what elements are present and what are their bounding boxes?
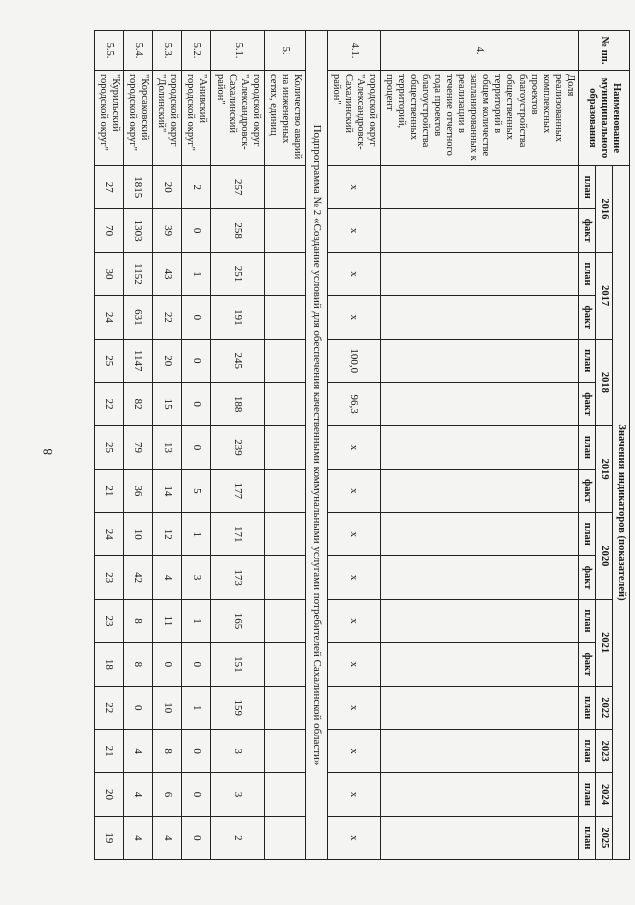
table-row: [380, 31, 578, 860]
value-cell: 1: [182, 686, 211, 729]
value-cell: [264, 296, 305, 339]
sub-fact: факт: [578, 469, 595, 512]
value-cell: [264, 166, 305, 209]
page-number: 8: [40, 448, 55, 455]
value-cell: [380, 773, 578, 816]
value-cell: 22: [94, 382, 123, 425]
value-cell: [264, 252, 305, 295]
value-cell: [264, 686, 305, 729]
value-cell: [380, 296, 578, 339]
table-body-top: [327, 31, 578, 860]
value-cell: 19: [94, 816, 123, 859]
sub-fact: факт: [578, 382, 595, 425]
table-row: [153, 31, 182, 860]
value-cell: 1147: [124, 339, 153, 382]
row-number: 5.5.: [94, 31, 123, 71]
value-cell: 4: [153, 816, 182, 859]
row-number: 4.1.: [327, 31, 380, 71]
value-cell: 251: [211, 252, 264, 295]
value-cell: 13: [153, 426, 182, 469]
value-cell: [264, 339, 305, 382]
value-cell: [264, 729, 305, 772]
value-cell: [380, 556, 578, 599]
value-cell: 23: [94, 556, 123, 599]
value-cell: [380, 513, 578, 556]
value-cell: 1: [182, 599, 211, 642]
value-cell: 18: [94, 643, 123, 686]
row-name: Количество аварий на инженерных сетях, единиц: [264, 71, 305, 166]
value-cell: х: [327, 643, 380, 686]
value-cell: 24: [94, 296, 123, 339]
value-cell: [264, 643, 305, 686]
value-cell: х: [327, 296, 380, 339]
value-cell: х: [327, 556, 380, 599]
value-cell: 0: [182, 816, 211, 859]
value-cell: [380, 382, 578, 425]
value-cell: [380, 643, 578, 686]
value-cell: 151: [211, 643, 264, 686]
row-number: 5.1.: [211, 31, 264, 71]
value-cell: 10: [153, 686, 182, 729]
row-name: городской округ "Александровск-Сахалинский район": [327, 71, 380, 166]
value-cell: 0: [153, 643, 182, 686]
sub-plan: план: [578, 252, 595, 295]
value-cell: 3: [211, 729, 264, 772]
value-cell: 631: [124, 296, 153, 339]
value-cell: [264, 209, 305, 252]
value-cell: 8: [153, 729, 182, 772]
table-body-bottom: [94, 31, 305, 860]
value-cell: х: [327, 816, 380, 859]
value-cell: 0: [182, 643, 211, 686]
value-cell: 239: [211, 426, 264, 469]
value-cell: 21: [94, 729, 123, 772]
value-cell: [380, 252, 578, 295]
value-cell: 20: [153, 339, 182, 382]
value-cell: 20: [153, 166, 182, 209]
value-cell: [264, 382, 305, 425]
value-cell: 79: [124, 426, 153, 469]
sub-plan: план: [578, 816, 595, 859]
value-cell: 159: [211, 686, 264, 729]
value-cell: 0: [182, 382, 211, 425]
value-cell: 12: [153, 513, 182, 556]
sub-fact: факт: [578, 296, 595, 339]
value-cell: [380, 339, 578, 382]
value-cell: 191: [211, 296, 264, 339]
value-cell: 6: [153, 773, 182, 816]
value-cell: 15: [153, 382, 182, 425]
table-row: [211, 31, 264, 860]
value-cell: 4: [153, 556, 182, 599]
value-cell: 70: [94, 209, 123, 252]
value-cell: х: [327, 209, 380, 252]
value-cell: х: [327, 252, 380, 295]
value-cell: [380, 816, 578, 859]
header-indicators: Значения индикаторов (показателей): [612, 166, 629, 860]
row-number: 4.: [380, 31, 578, 71]
value-cell: [264, 469, 305, 512]
sub-plan: план: [578, 339, 595, 382]
sub-plan: план: [578, 166, 595, 209]
table-row: [94, 31, 123, 860]
value-cell: 25: [94, 339, 123, 382]
year-2017: 2017: [595, 252, 612, 339]
rotated-page: [98, 30, 630, 860]
year-2019: 2019: [595, 426, 612, 513]
value-cell: 11: [153, 599, 182, 642]
row-name: "Анивский городской округ": [182, 71, 211, 166]
value-cell: [380, 686, 578, 729]
value-cell: х: [327, 773, 380, 816]
value-cell: 20: [94, 773, 123, 816]
value-cell: 4: [124, 773, 153, 816]
sub-fact: факт: [578, 643, 595, 686]
sub-plan: план: [578, 773, 595, 816]
value-cell: 173: [211, 556, 264, 599]
value-cell: 39: [153, 209, 182, 252]
value-cell: [380, 426, 578, 469]
value-cell: х: [327, 469, 380, 512]
value-cell: х: [327, 166, 380, 209]
value-cell: 4: [124, 729, 153, 772]
value-cell: 22: [94, 686, 123, 729]
sub-fact: факт: [578, 209, 595, 252]
value-cell: [380, 469, 578, 512]
table-row: [264, 31, 305, 860]
value-cell: 22: [153, 296, 182, 339]
sub-plan: план: [578, 686, 595, 729]
section-title: Подпрограмма № 2 «Создание условий для обеспечения качественными коммунальными услугами потребителей Сахалинской области»: [305, 31, 327, 860]
year-2023: 2023: [595, 729, 612, 772]
value-cell: [264, 599, 305, 642]
sub-plan: план: [578, 729, 595, 772]
row-name: "Курильский городской округ": [94, 71, 123, 166]
value-cell: 245: [211, 339, 264, 382]
value-cell: 1815: [124, 166, 153, 209]
value-cell: 1: [182, 252, 211, 295]
row-number: 5.2.: [182, 31, 211, 71]
value-cell: 24: [94, 513, 123, 556]
value-cell: 30: [94, 252, 123, 295]
value-cell: 96,3: [327, 382, 380, 425]
value-cell: 2: [182, 166, 211, 209]
value-cell: [264, 426, 305, 469]
value-cell: 43: [153, 252, 182, 295]
value-cell: [264, 816, 305, 859]
value-cell: 82: [124, 382, 153, 425]
value-cell: 2: [211, 816, 264, 859]
value-cell: 0: [182, 209, 211, 252]
value-cell: 3: [211, 773, 264, 816]
value-cell: 4: [124, 816, 153, 859]
row-name: Доля реализованных комплексных проектов благоустройства общественных территорий в общем количестве запланированных к реализации в течение отчетного года проектов благоустройства общественных территорий, процент: [380, 71, 578, 166]
value-cell: 0: [182, 296, 211, 339]
value-cell: 0: [182, 339, 211, 382]
year-2020: 2020: [595, 513, 612, 600]
value-cell: 5: [182, 469, 211, 512]
value-cell: 8: [124, 599, 153, 642]
year-2016: 2016: [595, 166, 612, 253]
sub-plan: план: [578, 513, 595, 556]
value-cell: 0: [182, 773, 211, 816]
row-number: 5.3.: [153, 31, 182, 71]
value-cell: 165: [211, 599, 264, 642]
value-cell: 25: [94, 426, 123, 469]
value-cell: 21: [94, 469, 123, 512]
value-cell: х: [327, 426, 380, 469]
value-cell: [380, 209, 578, 252]
sub-plan: план: [578, 599, 595, 642]
header-name: Наименование муниципального образования: [578, 71, 629, 166]
row-number: 5.: [264, 31, 305, 71]
value-cell: [380, 166, 578, 209]
indicators-table: [94, 30, 630, 860]
sub-plan: план: [578, 426, 595, 469]
value-cell: [380, 729, 578, 772]
row-name: городской округ "Долинский": [153, 71, 182, 166]
value-cell: [264, 513, 305, 556]
value-cell: 258: [211, 209, 264, 252]
value-cell: х: [327, 729, 380, 772]
value-cell: 188: [211, 382, 264, 425]
header-no: № пп.: [578, 31, 629, 71]
value-cell: 1152: [124, 252, 153, 295]
value-cell: 0: [124, 686, 153, 729]
value-cell: 257: [211, 166, 264, 209]
value-cell: [264, 556, 305, 599]
value-cell: [380, 599, 578, 642]
table-row: [124, 31, 153, 860]
year-2024: 2024: [595, 773, 612, 816]
sub-fact: факт: [578, 556, 595, 599]
value-cell: 177: [211, 469, 264, 512]
row-number: 5.4.: [124, 31, 153, 71]
value-cell: 1: [182, 513, 211, 556]
row-name: "Корсаковский городской округ": [124, 71, 153, 166]
value-cell: 0: [182, 426, 211, 469]
value-cell: х: [327, 513, 380, 556]
value-cell: 10: [124, 513, 153, 556]
table-row: [327, 31, 380, 860]
value-cell: 42: [124, 556, 153, 599]
table-section: [305, 31, 327, 860]
value-cell: 3: [182, 556, 211, 599]
value-cell: 0: [182, 729, 211, 772]
value-cell: [264, 773, 305, 816]
value-cell: х: [327, 686, 380, 729]
year-2021: 2021: [595, 599, 612, 686]
row-name: городской округ "Александровск-Сахалинский район": [211, 71, 264, 166]
year-2025: 2025: [595, 816, 612, 859]
value-cell: 36: [124, 469, 153, 512]
value-cell: 171: [211, 513, 264, 556]
year-2022: 2022: [595, 686, 612, 729]
section-row: [305, 31, 327, 860]
value-cell: 8: [124, 643, 153, 686]
value-cell: 27: [94, 166, 123, 209]
value-cell: 100,0: [327, 339, 380, 382]
value-cell: х: [327, 599, 380, 642]
value-cell: 23: [94, 599, 123, 642]
value-cell: 1303: [124, 209, 153, 252]
table-row: [182, 31, 211, 860]
value-cell: 14: [153, 469, 182, 512]
year-2018: 2018: [595, 339, 612, 426]
